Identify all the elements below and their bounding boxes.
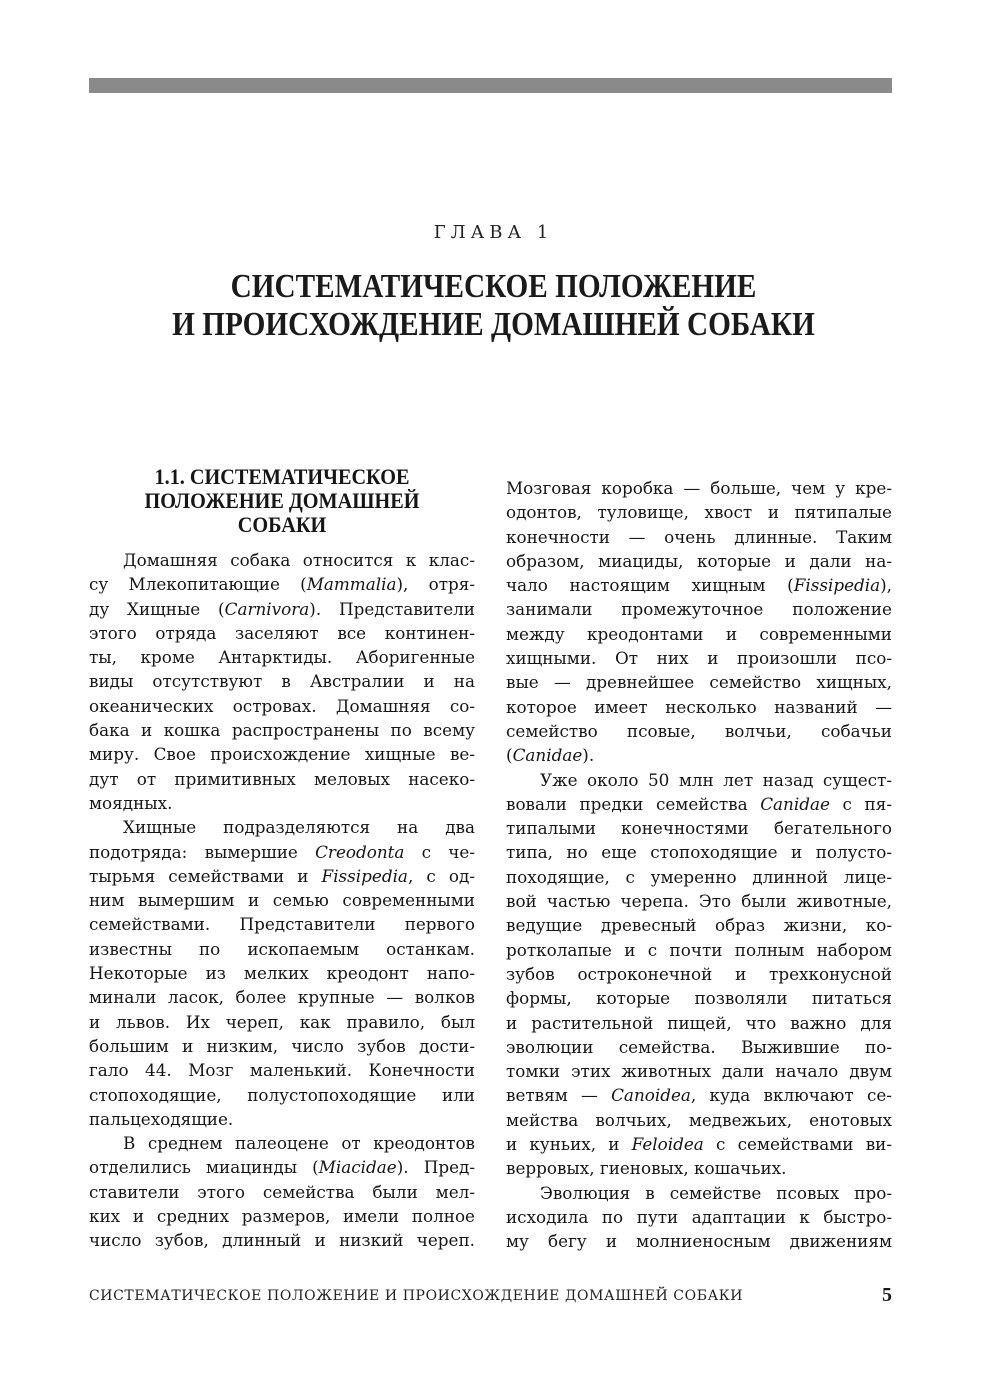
text-line: исходила по пути адаптации к быстро- — [506, 1206, 892, 1227]
text-line: подотряда: вымершие Creodonta с че- — [89, 841, 476, 862]
text-line: эволюции семейства. Выжившие по- — [506, 1036, 892, 1057]
chapter-title-line-1: СИСТЕМАТИЧЕСКОЕ ПОЛОЖЕНИЕ — [230, 268, 757, 305]
text-line: этого отряда заселяют все континен- — [89, 622, 475, 643]
text-line: гало 44. Мозг маленький. Конечности — [89, 1060, 475, 1081]
text-line: Хищные подразделяются на два — [123, 817, 475, 838]
text-line: одонтов, туловище, хвост и пятипалые — [506, 502, 892, 523]
text-line: и куньих, и Feloidea с семействами ви- — [506, 1134, 892, 1155]
top-rule-bar — [89, 78, 892, 93]
text-line: типа, но еще стопоходящие и полусто- — [506, 842, 892, 863]
latin-term: Creodonta — [315, 841, 405, 862]
text-line: и растительной пищей, что важно для — [506, 1012, 892, 1033]
latin-term: Canidae — [760, 793, 830, 814]
section-heading-line-2: ПОЛОЖЕНИЕ ДОМАШНЕЙ — [144, 488, 420, 513]
text-line: Мозговая коробка — больше, чем у кре- — [506, 478, 892, 498]
latin-term: Carnivora — [224, 598, 310, 619]
latin-term: Miacidae — [318, 1157, 397, 1178]
text-line: Домашняя собака относится к клас- — [123, 550, 475, 570]
text-line: вовали предки семейства Canidae с пя- — [506, 793, 892, 814]
chapter-label: ГЛАВА 1 — [433, 222, 554, 243]
text-line: ких и средних размеров, имели полное — [89, 1206, 475, 1227]
text-line: вой частью черепа. Это были животные, — [506, 891, 892, 912]
text-line: су Млекопитающие (Mammalia), отря- — [89, 574, 475, 595]
text-line: занимали промежуточное положение — [506, 599, 892, 620]
text-line: ним вымершим и семью современными — [89, 890, 475, 911]
text-line: зубов остроконечной и трехконусной — [506, 963, 892, 984]
text-line: отделились миацинды (Miacidae). Пред- — [89, 1157, 476, 1178]
text-line: му бегу и молниеносным движениям — [506, 1231, 892, 1252]
text-line: В среднем палеоцене от креодонтов — [123, 1133, 475, 1154]
text-line: ты, кроме Антарктиды. Аборигенные — [89, 647, 475, 668]
text-line: Некоторые из мелких креодонт напо- — [89, 963, 475, 984]
text-line: моядных. — [89, 792, 173, 813]
text-line: миру. Свое происхождение хищные ве- — [89, 744, 475, 765]
text-line: хищными. От них и произошли псо- — [506, 648, 892, 669]
text-line: Эволюция в семействе псовых про- — [540, 1182, 892, 1203]
section-heading — [104, 465, 459, 537]
text-line: семействами. Представители первого — [89, 914, 475, 935]
text-line: ведущие древесный образ жизни, ко- — [506, 915, 892, 936]
left-column-text — [89, 548, 475, 1253]
text-line: типалыми конечностями бегательного — [506, 818, 892, 839]
text-line: бака и кошка распространены по всему — [89, 720, 475, 741]
text-line: число зубов, длинный и низкий череп. — [89, 1230, 475, 1251]
text-line: дут от примитивных меловых насеко- — [89, 768, 475, 789]
text-line: виды отсутствуют в Австралии и на — [89, 671, 475, 692]
text-line: походящие, с умеренно длинной лице- — [506, 866, 892, 887]
page-number: 5 — [882, 1284, 892, 1306]
text-line: пальцеходящие. — [89, 1108, 234, 1129]
text-line: океанических островах. Домашняя со- — [89, 695, 475, 716]
running-footer-title: СИСТЕМАТИЧЕСКОЕ ПОЛОЖЕНИЕ И ПРОИСХОЖДЕНИЕ ДОМАШНЕЙ СОБАКИ — [89, 1288, 744, 1304]
latin-term: Feloidea — [631, 1134, 704, 1155]
latin-term: Canidae — [512, 745, 583, 766]
text-line: мейства волчьих, медвежьих, енотовых — [506, 1109, 892, 1130]
text-line: (Canidae). — [506, 745, 595, 766]
chapter-title-line-2: И ПРОИСХОЖДЕНИЕ ДОМАШНЕЙ СОБАКИ — [172, 306, 815, 343]
right-column-text — [506, 476, 892, 1254]
text-line: минали ласок, более крупные — волков — [89, 987, 475, 1008]
text-line: ротколапые и с почти полным набором — [506, 939, 892, 960]
text-line: между креодонтами и современными — [506, 623, 892, 644]
text-line: Уже около 50 млн лет назад сущест- — [540, 769, 892, 790]
latin-term: Mammalia — [306, 574, 397, 595]
text-line: верровых, гиеновых, кошачьих. — [506, 1158, 787, 1179]
chapter-title — [69, 268, 918, 344]
text-line: формы, которые позволяли питаться — [506, 988, 892, 1009]
text-line: вые — древнейшее семейство хищных, — [506, 672, 892, 693]
text-line: которое имеет несколько названий — — [506, 696, 892, 717]
latin-term: Fissipedia — [321, 865, 408, 886]
text-line: и львов. Их череп, как правило, был — [89, 1011, 475, 1032]
latin-term: Fissipedia — [793, 575, 881, 596]
section-heading-line-3: СОБАКИ — [237, 512, 327, 537]
text-line: конечности — очень длинные. Таким — [506, 526, 892, 547]
text-line: ду Хищные (Carnivora). Представители — [89, 598, 475, 619]
section-heading-line-1: 1.1. СИСТЕМАТИЧЕСКОЕ — [154, 464, 410, 489]
text-line: большим и низким, число зубов дости- — [89, 1035, 475, 1056]
text-line: томки этих животных дали начало двум — [506, 1061, 892, 1082]
text-line: известны по ископаемым останкам. — [89, 938, 475, 959]
text-line: чало настоящим хищным (Fissipedia), — [506, 575, 892, 596]
text-line: тырьмя семействами и Fissipedia, с од- — [89, 865, 475, 886]
text-line: семейство псовые, волчьи, собачьи — [506, 720, 892, 741]
latin-term: Canoidea — [611, 1085, 691, 1106]
text-line: ветвям — Canoidea, куда включают се- — [506, 1085, 892, 1106]
text-line: ставители этого семейства были мел- — [89, 1181, 475, 1202]
text-line: стопоходящие, полустопоходящие или — [89, 1084, 475, 1105]
text-line: образом, миациды, которые и дали на- — [506, 550, 892, 571]
